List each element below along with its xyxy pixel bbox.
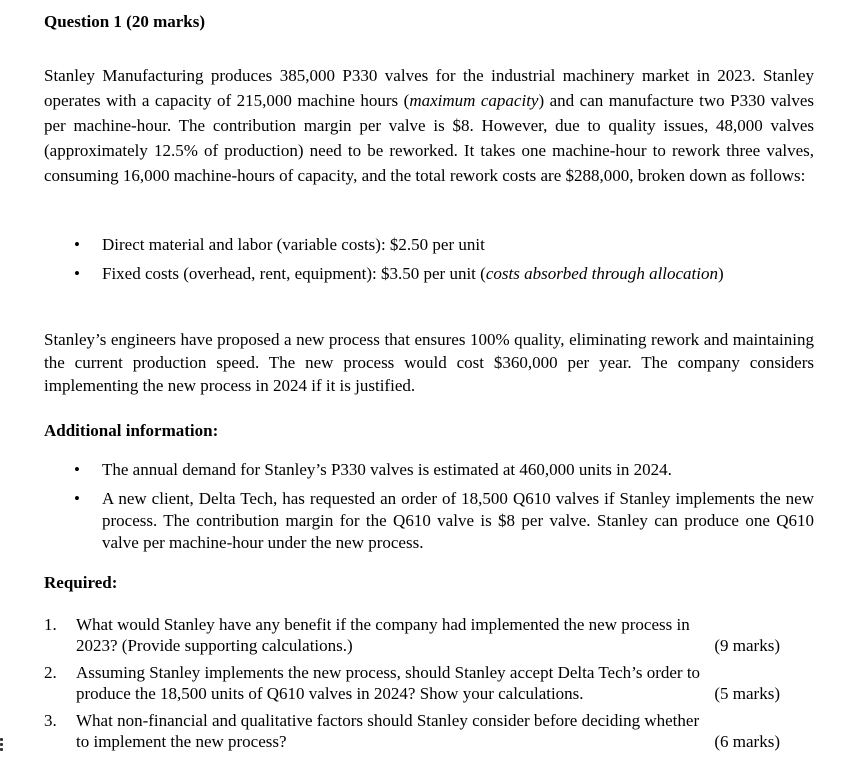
additional-item-text: A new client, Delta Tech, has requested an order of 18,500 Q610 valves if Stanley implements the new process. The contribution margin for the Q610 valve is $8 per valve. Stanley can produce one Q610 valve per machine-hour under the new process. [102,489,814,552]
question-title: Question 1 (20 marks) [44,12,206,31]
list-item [44,614,814,656]
handle-dot [0,738,3,741]
rework-cost-list [74,234,814,292]
intro-text-a: Stanley Manufacturing produces 385,000 P330 valves for the industrial machinery market in 2023. Stanley operates with a capacity of 215,000 machine hours ( [44,66,814,110]
list-item [74,488,814,554]
required-line-2-row [76,683,780,704]
required-line-2: 2023? (Provide supporting calculations.) [76,636,353,655]
required-line-2: produce the 18,500 units of Q610 valves in 2024? Show your calculations. [76,684,584,703]
required-line-1: Assuming Stanley implements the new process, should Stanley accept Delta Tech’s order to [76,663,701,682]
cost-item-text: Fixed costs (overhead, rent, equipment): $3.50 per unit ( [102,264,486,283]
intro-paragraph [44,63,814,188]
required-heading: Required: [44,573,118,592]
more-options-handle[interactable] [0,736,6,753]
list-item [74,234,814,256]
required-line-1: What would Stanley have any benefit if the company had implemented the new process in [76,615,690,634]
additional-info-list [74,459,814,561]
marks-label: (9 marks) [714,636,780,655]
required-list [44,614,814,758]
item-number: 2. [44,663,57,682]
handle-dot [0,748,3,751]
bullet-icon: • [74,460,80,479]
list-item [74,459,814,481]
required-line-2-row [76,731,780,752]
cost-item-end: ) [718,264,724,283]
required-line-2-row [76,635,780,656]
cost-item-emphasis: costs absorbed through allocation [485,264,719,283]
bullet-icon: • [74,489,80,508]
marks-label: (6 marks) [714,732,780,751]
list-item [74,263,814,285]
list-item [44,662,814,704]
additional-item-text: The annual demand for Stanley’s P330 valves is estimated at 460,000 units in 2024. [102,460,672,479]
intro-emphasis: maximum capacity [409,91,539,110]
bullet-icon: • [74,264,80,283]
bullet-icon: • [74,235,80,254]
handle-dot [0,743,3,746]
additional-info-heading: Additional information: [44,421,219,440]
cost-item-text: Direct material and labor (variable costs): $2.50 per unit [102,235,485,254]
list-item [44,710,814,752]
required-line-1: What non-financial and qualitative factors should Stanley consider before deciding whether [76,711,700,730]
intro-text-b: ) and can manufacture two P330 valves per machine-hour. The contribution margin per valve is $8. However, due to quality issues, 48,000 valves (approximately 12.5% of production) need to be reworked. It takes one machine-hour to rework three valves, consuming 16,000 machine-hours of capacity, and the total rework costs are $288,000, broken down as follows: [44,91,814,185]
item-number: 3. [44,711,57,730]
proposal-paragraph: Stanley’s engineers have proposed a new process that ensures 100% quality, eliminating rework and maintaining the current production speed. The new process would cost $360,000 per year. The company considers implementing the new process in 2024 if it is justified. [44,330,814,395]
item-number: 1. [44,615,57,634]
marks-label: (5 marks) [714,684,780,703]
required-line-2: to implement the new process? [76,732,287,751]
